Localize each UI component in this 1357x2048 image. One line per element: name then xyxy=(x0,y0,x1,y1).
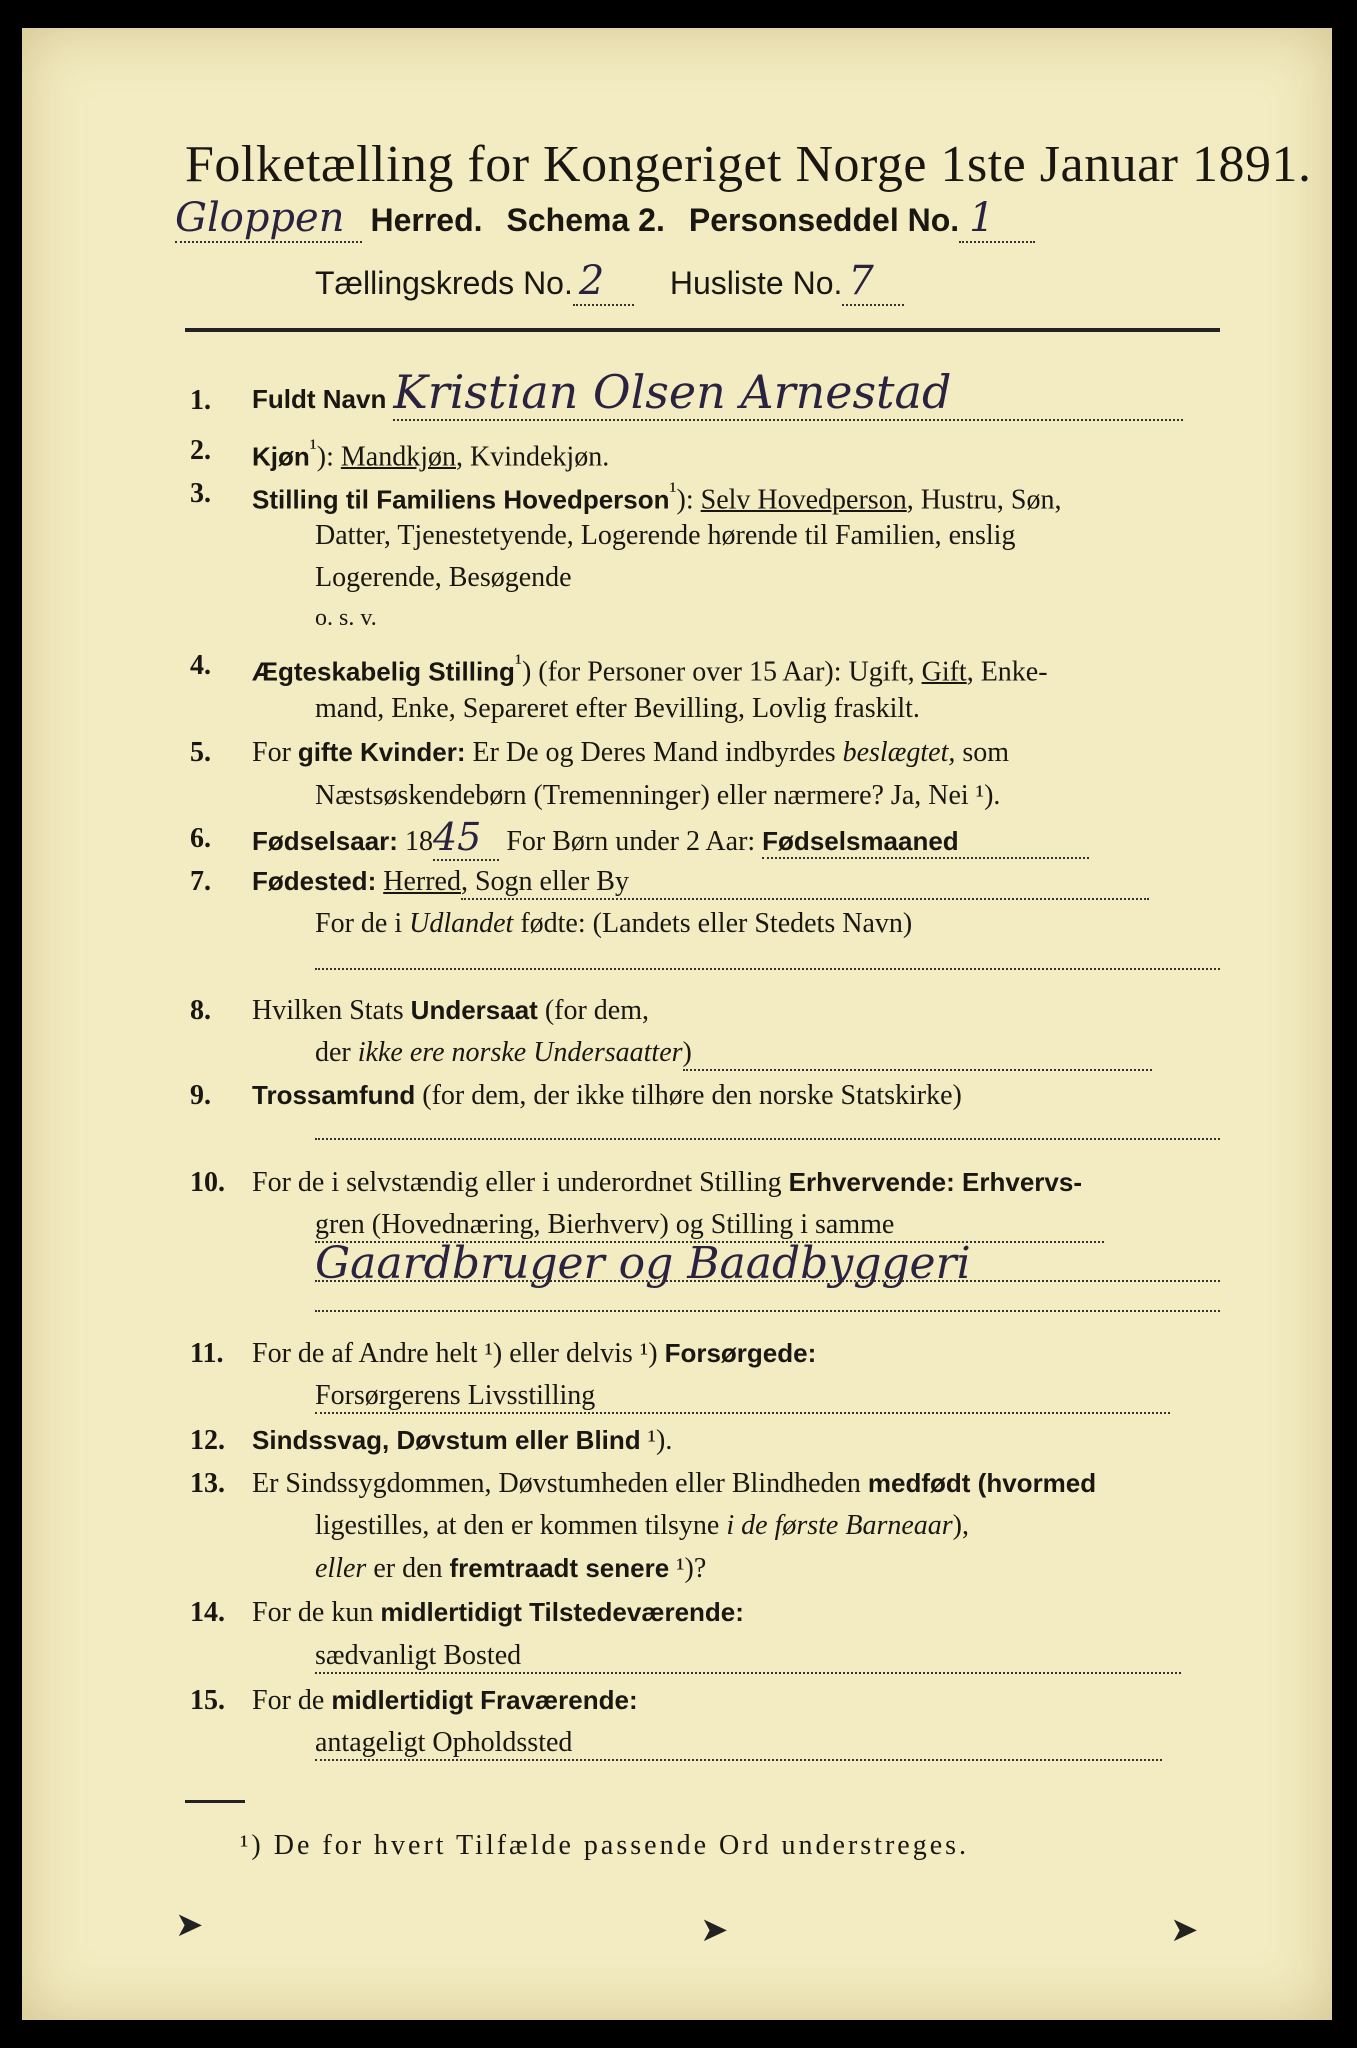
q9-num: 9. xyxy=(190,1080,211,1111)
q13-line3-c: ¹)? xyxy=(669,1553,707,1584)
q3-line3: Logerende, Besøgende xyxy=(315,562,572,593)
q4-line2: mand, Enke, Separeret efter Bevilling, Lovlig fraskilt. xyxy=(315,693,920,724)
q12-row xyxy=(252,1425,672,1457)
q5-label: gifte Kvinder: xyxy=(297,737,466,767)
q7-row xyxy=(252,866,1149,900)
q7-label: Fødested: xyxy=(252,866,377,896)
q6-num: 6. xyxy=(190,823,211,854)
q7-opt-herred: Herred xyxy=(383,866,461,897)
corner-mark-right: ➤ xyxy=(1170,1912,1199,1949)
q3-line2: Datter, Tjenestetyende, Logerende hørende til Familien, enslig xyxy=(315,520,1016,551)
q4-num: 4. xyxy=(190,650,211,681)
q4-text-a: ) (for Personer over 15 Aar): Ugift, xyxy=(521,656,922,688)
q7-num: 7. xyxy=(190,866,211,897)
q10-label: Erhvervende: Erhvervs- xyxy=(788,1167,1082,1197)
q4-label: Ægteskabelig Stilling xyxy=(252,656,515,687)
q2-text-a: ): xyxy=(316,441,341,473)
q9-text-a: (for dem, der ikke tilhøre den norske Statskirke) xyxy=(415,1080,962,1111)
q8-label: Undersaat xyxy=(410,995,538,1025)
q15-line2-text: antageligt Opholdssted xyxy=(315,1727,1162,1761)
q13-line2-a: ligestilles, at den er kommen tilsyne xyxy=(315,1510,727,1541)
q5-italic: beslægtet, xyxy=(842,737,956,768)
q14-line2 xyxy=(315,1640,1181,1674)
q5-num: 5. xyxy=(190,737,211,768)
q7-line2 xyxy=(315,908,912,940)
q3-opt-selv: Selv Hovedperson xyxy=(700,484,907,516)
q5-text-a: For xyxy=(252,737,298,768)
q2-num: 2. xyxy=(190,435,211,466)
q11-text-a: For de af Andre helt ¹) eller delvis ¹) xyxy=(252,1338,665,1369)
q8-num: 8. xyxy=(190,995,211,1026)
q6-row xyxy=(252,815,1089,861)
q2-text-b: , Kvindekjøn. xyxy=(455,441,610,473)
q3-line4: o. s. v. xyxy=(315,605,377,631)
q6-prefix: 18 xyxy=(397,826,433,857)
q3-row xyxy=(252,478,1062,516)
q8-text-a: Hvilken Stats xyxy=(252,995,411,1026)
kreds-value: 2 xyxy=(573,258,634,306)
q9-answer-line xyxy=(315,1138,1220,1140)
kreds-label: Tællingskreds No. xyxy=(315,265,573,301)
q14-line2-text: sædvanligt Bosted xyxy=(315,1640,1181,1674)
q12-text-a: ¹). xyxy=(640,1425,673,1456)
q5-line2: Næstsøskendebørn (Tremenninger) eller nærmere? Ja, Nei ¹). xyxy=(315,780,1001,811)
q10-row xyxy=(252,1167,1082,1199)
q1-row xyxy=(252,365,1183,421)
q8-row xyxy=(252,995,649,1027)
q5-text-b: Er De og Deres Mand indbyrdes xyxy=(465,737,843,768)
q13-line3 xyxy=(315,1553,706,1585)
q6-value: 45 xyxy=(433,815,499,861)
footnote: ¹) De for hvert Tilfælde passende Ord understreges. xyxy=(240,1830,970,1861)
q3-num: 3. xyxy=(190,478,211,509)
q13-line2-italic: i de første Barneaar xyxy=(726,1510,953,1541)
q14-row xyxy=(252,1597,744,1629)
husliste-value: 7 xyxy=(842,258,903,306)
q1-value: Kristian Olsen Arnestad xyxy=(393,365,1183,421)
q4-sup: ¹ xyxy=(514,650,522,676)
q13-line3-bold: fremtraadt senere xyxy=(449,1553,670,1583)
q10-answer-line-1 xyxy=(315,1280,1220,1282)
q14-label: midlertidigt Tilstedeværende: xyxy=(380,1597,744,1627)
census-form-sheet xyxy=(22,28,1332,2020)
q15-label: midlertidigt Fraværende: xyxy=(331,1685,638,1715)
q13-line3-a: er den xyxy=(366,1553,450,1584)
q8-line2-b: ) xyxy=(683,1037,1152,1071)
q13-label: medfødt (hvormed xyxy=(867,1468,1097,1498)
q10-value: Gaardbruger og Baadbyggeri xyxy=(315,1238,971,1289)
q13-num: 13. xyxy=(190,1468,225,1499)
q3-text-a: ): xyxy=(676,484,701,516)
corner-mark-center: ➤ xyxy=(700,1912,729,1949)
q10-text-a: For de i selvstændig eller i underordnet Stilling xyxy=(252,1167,789,1198)
form-title: Folketælling for Kongeriget Norge 1ste Januar 1891. xyxy=(185,136,1312,193)
q2-opt-mandkjon: Mandkjøn xyxy=(340,441,456,473)
schema-label: Schema 2. xyxy=(506,202,665,238)
q8-line2 xyxy=(315,1037,1152,1071)
q7-line2-a: For de i xyxy=(315,908,410,939)
q4-opt-gift: Gift xyxy=(921,656,967,688)
herred-line xyxy=(175,195,1035,243)
q11-row xyxy=(252,1338,816,1370)
q9-label: Trossamfund xyxy=(252,1080,416,1110)
q8-line2-a: der xyxy=(315,1037,358,1068)
q10-num: 10. xyxy=(190,1167,225,1198)
q13-text-a: Er Sindssygdommen, Døvstumheden eller Blindheden xyxy=(252,1468,868,1499)
q10-line2-text: gren (Hovednæring, Bierhverv) og Stilling i samme xyxy=(315,1209,1104,1243)
personseddel-label: Personseddel No. xyxy=(688,202,960,238)
q8-line2-italic: ikke ere norske Undersaatter xyxy=(357,1037,683,1068)
q10-answer-line-2 xyxy=(315,1310,1220,1312)
q7-answer-line xyxy=(315,968,1220,970)
personseddel-value: 1 xyxy=(959,195,1034,243)
q7-line2-b: fødte: (Landets eller Stedets Navn) xyxy=(513,908,913,939)
q15-text-a: For de xyxy=(252,1685,332,1716)
footnote-rule xyxy=(185,1800,245,1803)
q6-label2: Fødselsmaaned xyxy=(762,826,1089,859)
q8-text-b: (for dem, xyxy=(537,995,650,1026)
q3-text-b: , Hustru, Søn, xyxy=(906,484,1062,516)
q13-row xyxy=(252,1468,1096,1500)
q12-num: 12. xyxy=(190,1425,225,1456)
q11-label: Forsørgede: xyxy=(664,1338,817,1368)
q2-label: Kjøn xyxy=(252,441,310,472)
q13-line3-italic: eller xyxy=(315,1553,367,1584)
q12-label: Sindssvag, Døvstum eller Blind xyxy=(252,1425,641,1455)
q7-line2-italic: Udlandet xyxy=(409,908,514,939)
corner-mark-left: ➤ xyxy=(175,1907,204,1944)
q2-row xyxy=(252,435,609,473)
husliste-label: Husliste No. xyxy=(669,265,843,301)
q11-line2 xyxy=(315,1380,1170,1414)
q7-text-a: , Sogn eller By xyxy=(461,866,1149,900)
q14-num: 14. xyxy=(190,1597,225,1628)
q2-sup: ¹ xyxy=(309,435,317,461)
q14-text-a: For de kun xyxy=(252,1597,381,1628)
q11-num: 11. xyxy=(190,1338,224,1369)
q9-row xyxy=(252,1080,962,1112)
q13-line2 xyxy=(315,1510,969,1542)
q6-label: Fødselsaar: xyxy=(252,826,398,856)
kreds-line xyxy=(315,258,904,306)
q4-row xyxy=(252,650,1048,688)
q1-num: 1. xyxy=(190,385,211,416)
q5-row xyxy=(252,737,1009,769)
q4-text-b: , Enke- xyxy=(966,656,1048,688)
q5-text-c: som xyxy=(955,737,1010,768)
herred-value: Gloppen xyxy=(175,195,362,243)
header-rule xyxy=(185,328,1220,332)
q15-num: 15. xyxy=(190,1685,225,1716)
herred-label: Herred. xyxy=(370,202,483,238)
q3-label: Stilling til Familiens Hovedperson xyxy=(252,484,670,515)
q15-line2 xyxy=(315,1727,1162,1761)
q3-sup: ¹ xyxy=(669,478,677,504)
q11-line2-text: Forsørgerens Livsstilling xyxy=(315,1380,1170,1414)
q15-row xyxy=(252,1685,638,1717)
q1-label: Fuldt Navn xyxy=(252,384,387,414)
q13-line2-b: ), xyxy=(952,1510,969,1541)
q6-text-a: For Børn under 2 Aar: xyxy=(499,826,763,857)
